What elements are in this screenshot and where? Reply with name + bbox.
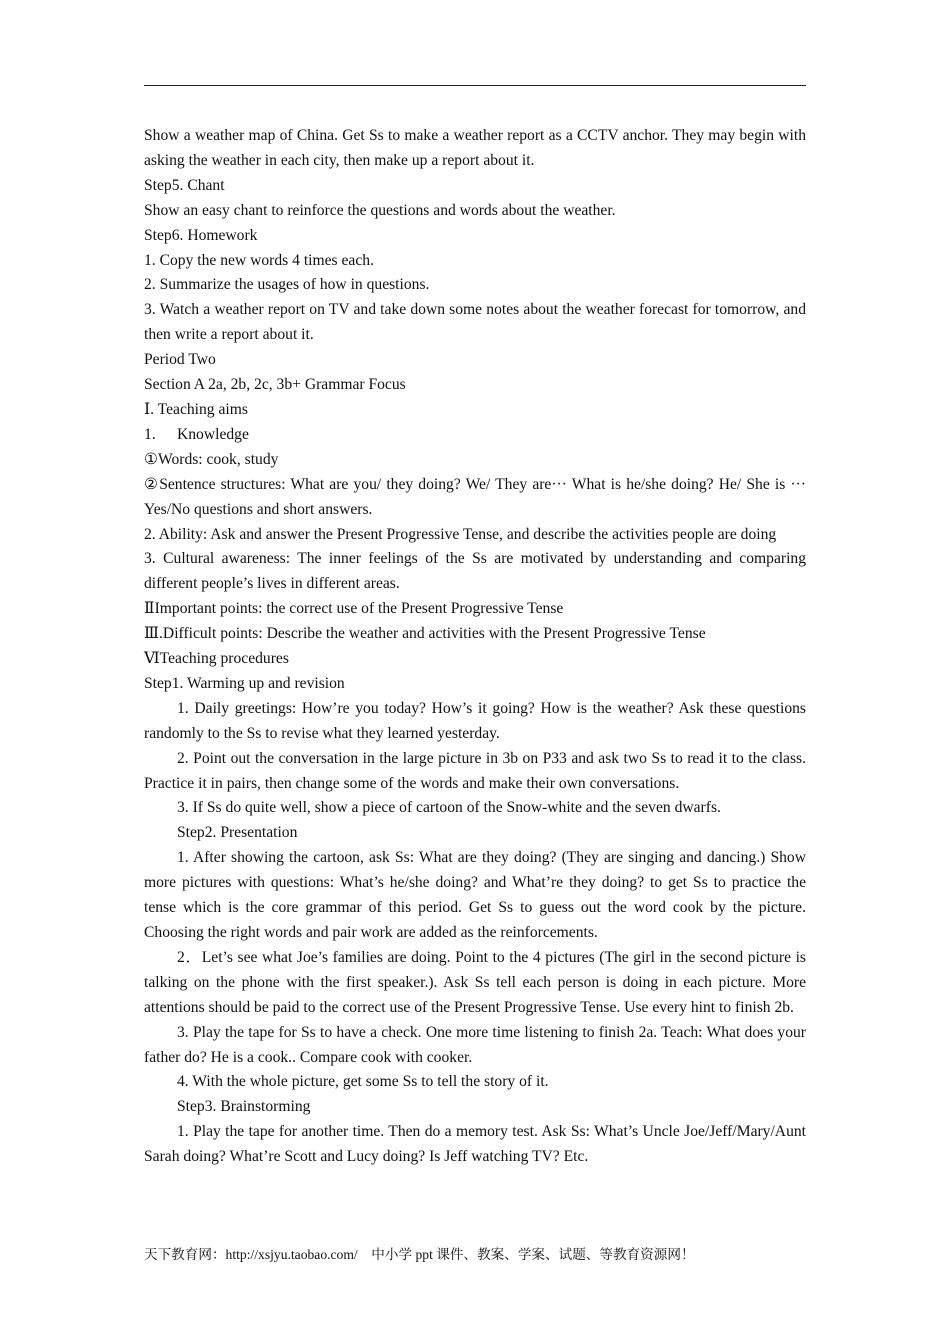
paragraph: Section A 2a, 2b, 2c, 3b+ Grammar Focus: [144, 376, 406, 394]
paragraph: 3. Cultural awareness: The inner feelings of the Ss are motivated by understanding and comparing different people’s lives in different areas.: [144, 550, 806, 593]
paragraph: 1. Play the tape for another time. Then do a memory test. Ask Ss: What’s Uncle Joe/Jeff/Mary/Aunt Sarah doing? What’re Scott and Lucy doing? Is Jeff watching TV? Etc.: [144, 1123, 806, 1166]
paragraph: Step6. Homework: [144, 226, 258, 244]
list-number: 1.: [144, 425, 156, 443]
paragraph: Step1. Warming up and revision: [144, 674, 345, 692]
paragraph: 2. Point out the conversation in the large picture in 3b on P33 and ask two Ss to read it to the class. Practice it in pairs, then change some of the words and make their own conversations.: [144, 749, 806, 792]
paragraph: 3. Play the tape for Ss to have a check. One more time listening to finish 2a. Teach: What does your father do? He is a cook.. Compare cook with cooker.: [144, 1023, 806, 1066]
paragraph: Period Two: [144, 351, 216, 369]
paragraph: 1. Copy the new words 4 times each.: [144, 251, 374, 269]
paragraph: 3. Watch a weather report on TV and take down some notes about the weather forecast for tomorrow, and then write a report about it.: [144, 301, 806, 344]
paragraph-text: Knowledge: [177, 425, 249, 443]
paragraph: Step3. Brainstorming: [177, 1098, 311, 1116]
paragraph: Show a weather map of China. Get Ss to make a weather report as a CCTV anchor. They may begin with asking the weather in each city, then make up a report about it.: [144, 127, 806, 169]
paragraph: 2. Summarize the usages of how in questions.: [144, 276, 430, 294]
paragraph: ②Sentence structures: What are you/ they doing? We/ They are··· What is he/she doing? He/ She is ··· Yes/No questions and short answers.: [144, 475, 806, 518]
paragraph: 1. After showing the cartoon, ask Ss: What are they doing? (They are singing and dancing.) Show more pictures with questions: What’s he/she doing? and What’re they doing? to get Ss to practice the tense which is the core grammar of this period. Get Ss to guess out the word cook by the picture. Choosing the right words and pair work are added as the reinforcements.: [144, 849, 806, 941]
document-body: [144, 124, 806, 1170]
paragraph: Step2. Presentation: [177, 824, 298, 842]
paragraph: 4. With the whole picture, get some Ss to tell the story of it.: [177, 1073, 549, 1091]
paragraph: 3. If Ss do quite well, show a piece of cartoon of the Snow-white and the seven dwarfs.: [177, 799, 721, 817]
header-rule: [144, 85, 806, 86]
paragraph: 2．Let’s see what Joe’s families are doing. Point to the 4 pictures (The girl in the second picture is talking on the phone with the first speaker.). Ask Ss tell each person is doing in each picture. More attentions should be paid to the correct use of the Present Progressive Tense. Use every hint to finish 2b.: [144, 948, 806, 1016]
paragraph: Show an easy chant to reinforce the questions and words about the weather.: [144, 201, 616, 219]
paragraph: Ⅰ. Teaching aims: [144, 400, 248, 418]
paragraph: 2. Ability: Ask and answer the Present Progressive Tense, and describe the activities people are doing: [144, 525, 777, 543]
footer-text: 天下教育网：http://xsjyu.taobao.com/ 中小学 ppt 课件、教案、学案、试题、等教育资源网！: [144, 1247, 695, 1262]
page-footer: [144, 1245, 806, 1265]
paragraph: Step5. Chant: [144, 176, 225, 194]
paragraph: Ⅲ.Difficult points: Describe the weather and activities with the Present Progressive Tense: [144, 625, 706, 643]
paragraph: ⅡImportant points: the correct use of the Present Progressive Tense: [144, 600, 564, 618]
paragraph: ⅥTeaching procedures: [144, 650, 289, 668]
paragraph: [144, 423, 806, 448]
paragraph: ①Words: cook, study: [144, 450, 279, 468]
paragraph: 1. Daily greetings: How’re you today? How’s it going? How is the weather? Ask these questions randomly to the Ss to revise what they learned yesterday.: [144, 699, 806, 742]
